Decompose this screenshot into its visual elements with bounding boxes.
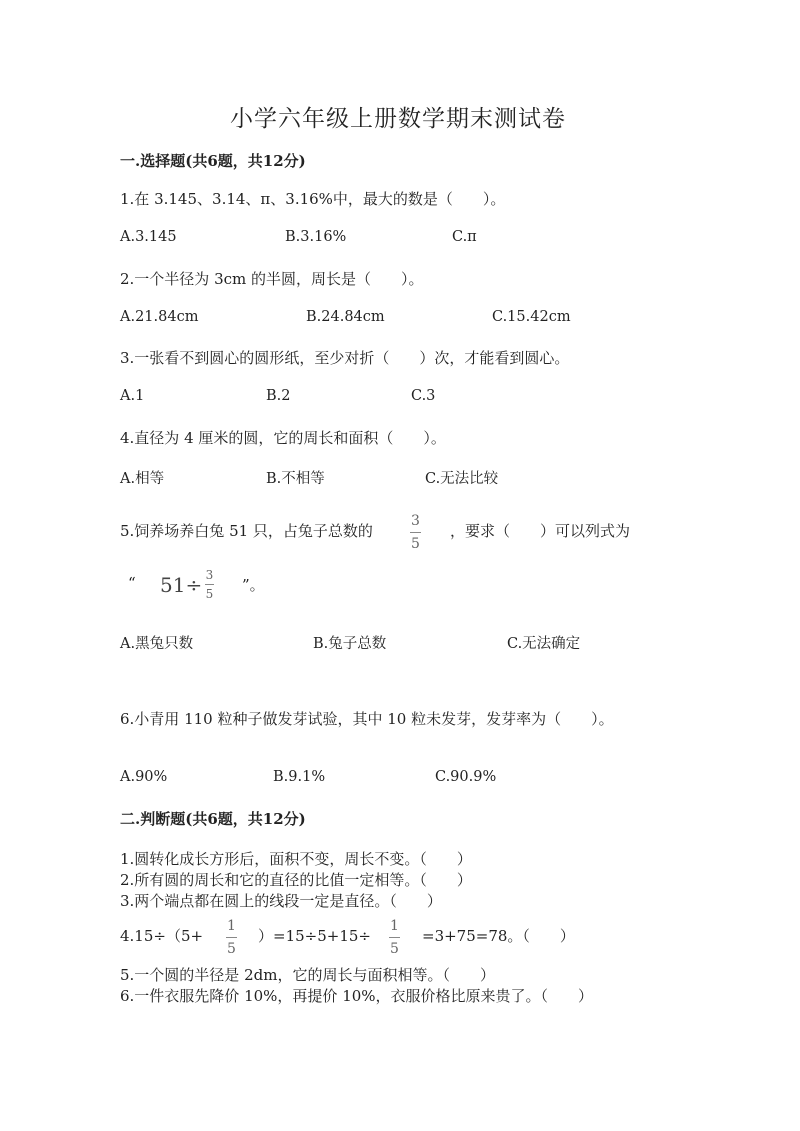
q5-fraction-numerator: 3	[411, 513, 420, 529]
judge-4-fraction-1	[226, 919, 237, 956]
judge-5: 5.一个圆的半径是 2dm，它的周长与面积相等。（ ）	[120, 966, 495, 984]
section-header-judge: 二.判断题(共6题，共12分)	[120, 810, 306, 828]
q6-option-a: A.90%	[120, 769, 168, 785]
q2-option-c: C.15.42cm	[492, 309, 571, 325]
judge-1: 1.圆转化成长方形后，面积不变，周长不变。（ ）	[120, 850, 472, 868]
q5-fraction-denominator: 5	[411, 536, 420, 552]
fraction-bar	[226, 937, 237, 938]
question-6: 6.小青用 110 粒种子做发芽试验，其中 10 粒未发芽，发芽率为（ ）。	[120, 710, 614, 728]
question-3: 3.一张看不到圆心的圆形纸，至少对折（ ）次，才能看到圆心。	[120, 349, 570, 367]
fraction-bar	[205, 584, 214, 585]
question-4: 4.直径为 4 厘米的圆，它的周长和面积（ ）。	[120, 429, 446, 447]
judge-4-f1-denominator: 5	[227, 941, 236, 957]
q2-option-a: A.21.84cm	[120, 309, 199, 325]
q5-expression-numerator: 3	[205, 568, 214, 582]
q1-option-b: B.3.16%	[285, 229, 347, 245]
question-5-text-after: ，要求（ ）可以列式为	[450, 522, 631, 540]
judge-4-f2-numerator: 1	[390, 918, 399, 934]
q5-option-a: A.黑兔只数	[120, 636, 194, 652]
fraction-bar	[410, 532, 421, 533]
q4-option-a: A.相等	[120, 471, 165, 487]
q5-option-b: B.兔子总数	[313, 636, 387, 652]
judge-6: 6.一件衣服先降价 10%，再提价 10%，衣服价格比原来贵了。（ ）	[120, 987, 594, 1005]
judge-2: 2.所有圆的周长和它的直径的比值一定相等。（ ）	[120, 871, 472, 889]
q6-option-c: C.90.9%	[435, 769, 497, 785]
q2-option-b: B.24.84cm	[306, 309, 385, 325]
q5-open-quote: “	[128, 574, 136, 592]
q3-option-c: C.3	[411, 388, 436, 404]
q5-close-quote: ”。	[242, 576, 265, 594]
judge-3: 3.两个端点都在圆上的线段一定是直径。（ ）	[120, 892, 442, 910]
q1-option-a: A.3.145	[120, 229, 177, 245]
q4-option-b: B.不相等	[266, 471, 325, 487]
page-title: 小学六年级上册数学期末测试卷	[230, 106, 566, 132]
fraction-bar	[389, 937, 400, 938]
judge-4-f1-numerator: 1	[227, 918, 236, 934]
question-1: 1.在 3.145、3.14、π、3.16%中，最大的数是（ ）。	[120, 190, 506, 208]
q5-expression-denominator: 5	[205, 587, 214, 601]
judge-4-fraction-2	[389, 919, 400, 956]
q3-option-a: A.1	[120, 388, 145, 404]
section-header-choice: 一.选择题(共6题，共12分)	[120, 152, 306, 170]
q3-option-b: B.2	[266, 388, 291, 404]
question-2: 2.一个半径为 3cm 的半圆，周长是（ ）。	[120, 270, 424, 288]
q4-option-c: C.无法比较	[425, 471, 499, 487]
q5-expression-fraction	[205, 569, 214, 600]
q5-expression: 51÷	[160, 573, 203, 597]
q1-option-c: C.π	[452, 229, 477, 245]
judge-4-part2: ）=15÷5+15÷	[258, 927, 371, 945]
q5-option-c: C.无法确定	[507, 636, 581, 652]
q5-fraction	[410, 514, 421, 551]
judge-4-f2-denominator: 5	[390, 941, 399, 957]
judge-4-part3: =3+75=78。（ ）	[422, 927, 575, 945]
judge-4-part1: 4.15÷（5+	[120, 927, 204, 945]
question-5-text: 5.饲养场养白兔 51 只，占兔子总数的	[120, 522, 373, 540]
q6-option-b: B.9.1%	[273, 769, 326, 785]
